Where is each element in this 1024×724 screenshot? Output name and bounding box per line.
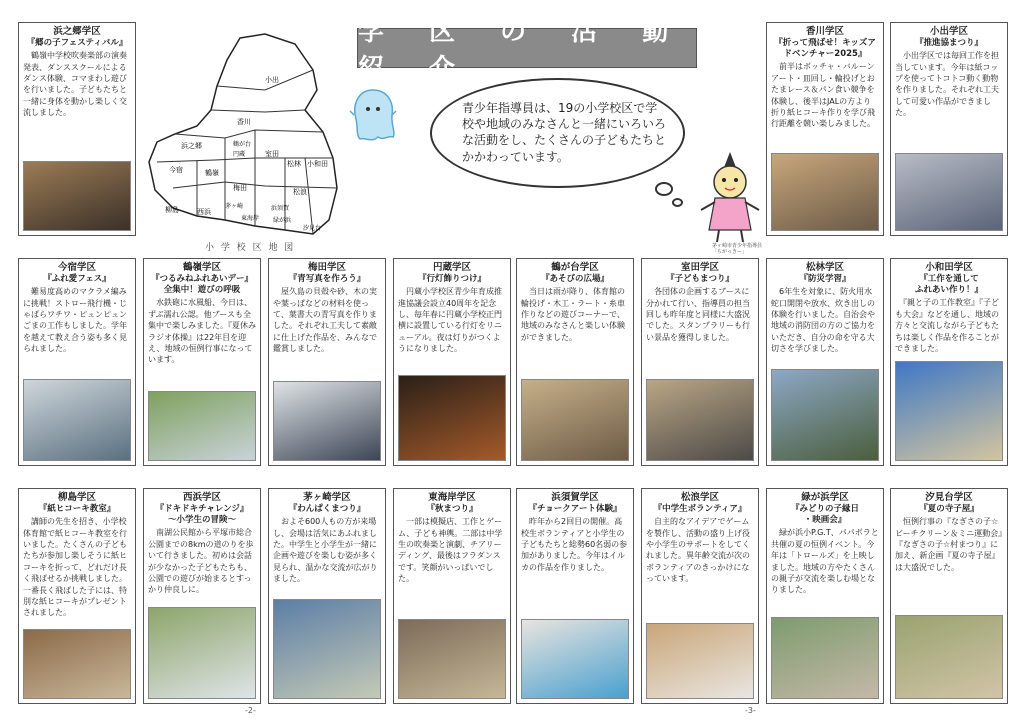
event-title: 『子どもまつり』	[665, 274, 734, 285]
event-title: 『紙ヒコーキ教室』	[38, 504, 116, 515]
district-card	[18, 22, 136, 236]
event-photo	[148, 391, 256, 461]
event-photo	[771, 369, 879, 461]
district-name: 円蔵学区	[432, 262, 471, 273]
event-title: 『青写真を作ろう』	[288, 274, 366, 285]
event-photo	[895, 153, 1003, 231]
event-photo	[771, 153, 879, 231]
event-photo	[23, 629, 131, 699]
district-name: 緑が浜学区	[801, 492, 849, 503]
map-label-yanagishima: 柳島	[165, 206, 179, 214]
map-label-enzo: 円蔵	[233, 151, 246, 158]
map-label-matsunami: 松浪	[293, 188, 307, 196]
district-name: 西浜学区	[182, 492, 221, 503]
map-label-higashikaigan: 東海岸	[241, 215, 260, 222]
district-card	[18, 258, 136, 466]
district-name: 松浪学区	[680, 492, 719, 503]
district-name: 鶴が台学区	[551, 262, 599, 273]
event-title: 『夏の寺子屋』	[919, 504, 979, 515]
map-label-murota: 室田	[265, 150, 279, 158]
speech-bubble-text: 青少年指導員は、19の小学校区で学校や地域のみなさんと一緒にいろいろな活動をし、たくさんの子どもたちとかかわっています。	[462, 101, 667, 164]
event-title: 『折って飛ばせ！キッズアドベンチャー2025』	[774, 38, 876, 60]
event-title: 『つるみねふれあいデー』 全集中！遊びの呼吸	[150, 274, 253, 296]
district-card	[516, 488, 634, 704]
page-title: 学 区 の 活 動 紹 介	[358, 17, 687, 84]
map-label-kowada: 小和田	[307, 160, 328, 168]
district-name: 香川学区	[805, 26, 844, 37]
event-description: 難易度高めのマクラメ編みに挑戦！ストロー飛行機・じゃばらワチワ・ピュンピュンごまの工作もしました。学年を越えて教え合う姿も多く見られました。	[23, 287, 127, 354]
event-photo	[646, 623, 754, 699]
district-name: 浜須賀学区	[551, 492, 599, 503]
district-card	[18, 488, 136, 704]
district-name: 柳島学区	[57, 492, 96, 503]
event-photo	[398, 375, 506, 461]
map-caption: 小 学 校 区 地 図	[205, 243, 296, 253]
district-card	[641, 488, 759, 704]
event-photo	[273, 381, 381, 461]
district-name: 小和田学区	[925, 262, 973, 273]
district-card	[890, 488, 1008, 704]
district-name: 室田学区	[680, 262, 719, 273]
bubble-tail-dot	[655, 182, 673, 196]
page-number-left: -2-	[245, 706, 256, 715]
district-name: 汐見台学区	[925, 492, 973, 503]
page-number-right: -3-	[745, 706, 756, 715]
event-photo	[895, 615, 1003, 699]
map-label-hamasuka: 浜須賀	[271, 205, 290, 212]
map-label-koide: 小出	[265, 76, 279, 84]
district-card	[766, 258, 884, 466]
event-title: 『あそびの広場』	[540, 274, 609, 285]
district-name: 茅ヶ崎学区	[303, 492, 351, 503]
event-description: 緑が浜小P.G.T、パパボラと共催の夏の恒例イベント。今年は「トロールズ」を上映しました。地域の方やたくさんの親子が交流を楽しむ場となりました。	[771, 528, 879, 595]
event-title: 『防災学習』	[799, 274, 851, 285]
district-card	[393, 258, 511, 466]
bubble-tail-dot	[672, 198, 683, 207]
event-description: 屋久島の貝殻や砂、木の実や葉っぱなどの材料を使って、葉書大の青写真を作りました。それぞれ工夫して素敵に仕上げた作品を、みんなで鑑賞しました。	[273, 287, 377, 354]
district-name: 小出学区	[929, 26, 968, 37]
event-title: 『チョークアート体験』	[528, 504, 622, 515]
event-description: 当日は雨が降り、体育館の輪投げ・木工・ラート・糸車作りなどの遊びコーナーで、地域のみなさんと楽しい体験ができました。	[521, 287, 625, 342]
district-card	[516, 258, 634, 466]
event-description: 自主的なアイデアでゲームを製作し、活動の盛り上げ役や小学生のサポートをしてくれました。異年齢交流が次のボランティアのきっかけになっています。	[646, 517, 750, 584]
event-description: 各団体の企画するブースに分かれて行い、指導員の担当回しも昨年度と同様に大盛況でした。スタンプラリーも行い景品を獲得しました。	[646, 287, 750, 342]
district-card	[766, 22, 884, 236]
event-photo	[273, 599, 381, 699]
map-label-matsubayashi: 松林	[287, 160, 301, 168]
event-description: 円蔵小学校区青少年育成推進協議会設立40周年を記念し、毎年春に円蔵小学校正門横に設置している行灯をリニューアル。夜は灯りがつくようになりました。	[398, 287, 502, 354]
district-name: 東海岸学区	[428, 492, 476, 503]
event-description: 小出学区では毎回工作を担当しています。今年は紙コップを使ってトコトコ動く動物を作りました。それぞれ工夫して可愛い作品ができました。	[895, 51, 999, 118]
district-name: 梅田学区	[307, 262, 346, 273]
map-label-kagawa: 香川	[237, 118, 251, 126]
event-title: 『行灯飾りつけ』	[417, 274, 486, 285]
district-card	[890, 258, 1008, 466]
ghost-mascot-illustration	[348, 85, 398, 145]
event-title: 『わんぱくまつり』	[288, 504, 366, 515]
event-title: 『ドキドキチャレンジ』 〜小学生の冒険〜	[155, 504, 249, 526]
event-description: 『親と子の工作教室』『子ども大会』などを通し、地域の方々と交流しながら子どもたちは楽しく作品を作ることができました。	[895, 298, 999, 353]
map-label-tsurugadai: 鶴が台	[233, 141, 252, 148]
district-card	[143, 488, 261, 704]
event-photo	[771, 617, 879, 699]
event-title: 『工作を通して ふれあい作り！』	[914, 274, 983, 296]
event-description: 前半はボッチャ・バルーンアート・皿回し・輪投げとおたまレース＆パン食い競争を体験し、後半はJALの方より折り紙ヒコーキ作りを学び飛行距離を競い楽しみました。	[771, 62, 875, 129]
map-label-imajuku: 今宿	[169, 166, 183, 174]
map-label-midorigahama: 緑が浜	[273, 217, 292, 224]
event-title: 『ふれ愛フェス』	[43, 274, 111, 285]
event-description: 一部は模擬店、工作とゲーム、子ども神輿。二部は中学生の吹奏楽と演劇、チアリーディング、最後はフラダンスです。笑顔がいっぱいでした。	[398, 517, 503, 584]
page-title-banner	[357, 17, 697, 84]
map-label-chigasaki: 茅ヶ崎	[225, 203, 244, 210]
event-description: 恒例行事の『なぎさの子☆ビーチクリーン＆ミニ運動会』『なぎさの子☆村まつり』に加え、新企画『夏の寺子屋』は大盛況でした。	[895, 517, 1003, 572]
event-photo	[148, 607, 256, 699]
event-photo	[521, 619, 629, 699]
district-name: 今宿学区	[57, 262, 96, 273]
event-photo	[23, 379, 131, 461]
event-title: 『中学生ボランティア』	[653, 504, 747, 515]
event-description: 鶴嶺中学校吹奏楽部の演奏発表、ダンススクールによるダンス体験、コマまわし遊び を行いました。子どもたちと一緒に身体を動かし楽しく交流しました。	[23, 51, 127, 118]
character-mascot-illustration	[695, 150, 765, 245]
map-label-umeda: 梅田	[233, 184, 247, 192]
event-description: 水鉄砲に水風船、今日は、ずぶ濡れ公認。他ブースも全集中で楽しみました。『夏休みラジオ体操』は22年目を迎え、地域の恒例行事になっています。	[148, 298, 256, 365]
event-description: 講師の先生を招き、小学校体育館で紙ヒコーキ教室を行いました。たくさんの子どもたちが参加し楽しそうに紙ヒコーキを折って、どれだけ長く飛ばせるか挑戦しました。一番長く飛ばした子には、特別な紙ヒコーキがプレゼントされました。	[23, 517, 127, 618]
map-label-hamanogo: 浜之郷	[181, 142, 202, 150]
event-description: およそ600人もの方が来場し、会場は活気にあふれました。中学生と小学生が一緒に企画や遊びを楽しむ姿が多く見られ、温かな交流が広がりました。	[273, 517, 378, 584]
school-district-map	[145, 30, 355, 240]
district-name: 松林学区	[805, 262, 844, 273]
event-photo	[646, 379, 754, 461]
district-card	[268, 258, 386, 466]
map-label-tsurumine: 鶴嶺	[205, 169, 219, 177]
district-card	[890, 22, 1008, 236]
district-card	[641, 258, 759, 466]
map-label-shiomidai: 汐見台	[303, 225, 322, 232]
event-description: 南湖公民館から平塚市総合公園までの8kmの道のりを歩いて行きました。初めは会話が少なかった子どもたちも、公園での遊びが始まるとすっかり仲良しに。	[148, 528, 254, 595]
event-title: 『推進協まつり』	[914, 38, 983, 49]
event-photo	[521, 379, 629, 461]
event-description: 昨年から2回目の開催。高校生ボランティアと小学生の子どもたちと総勢60名弱の参加がありました。今年はイルカの作品を作りました。	[521, 517, 628, 572]
event-photo	[398, 619, 506, 699]
event-photo	[23, 161, 131, 231]
event-title: 『みどりの子縁日 ・映画会』	[790, 504, 859, 526]
event-title: 『秋まつり』	[426, 504, 478, 515]
map-label-nishihama: 西浜	[197, 208, 211, 216]
event-title: 『郷の子フェスティバル』	[26, 38, 128, 49]
event-description: 6年生を対象に、防火用水蛇口開閉や放水、炊き出しの体験を行いました。自治会や地域の消防団の方のご協力をいただき、自分の命を守る大切さを学びました。	[771, 287, 875, 354]
district-name: 浜之郷学区	[53, 26, 101, 37]
mascot-caption: 茅ヶ崎市青少年指導員 「ちがっきー」	[712, 243, 763, 255]
district-card	[143, 258, 261, 466]
district-card	[268, 488, 386, 704]
event-photo	[895, 361, 1003, 461]
district-card	[393, 488, 511, 704]
district-name: 鶴嶺学区	[182, 262, 221, 273]
district-card	[766, 488, 884, 704]
